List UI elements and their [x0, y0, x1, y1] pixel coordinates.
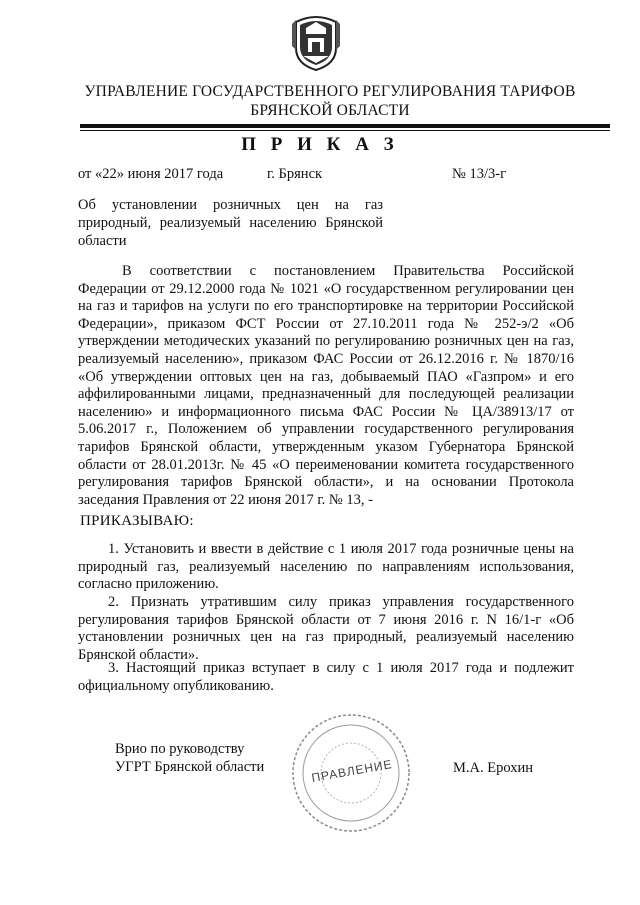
coat-of-arms-icon	[290, 10, 342, 72]
order-heading: ПРИКАЗЫВАЮ:	[80, 513, 194, 529]
order-item-3: 3. Настоящий приказ вступает в силу с 1 июля 2017 года и подлежит официальному опубликованию.	[78, 660, 574, 694]
document-number: № 13/3-г	[452, 166, 507, 182]
signatory-position	[115, 740, 264, 776]
stamp-label: ПРАВЛЕНИЕ	[310, 756, 394, 786]
org-name-line1: УПРАВЛЕНИЕ ГОСУДАРСТВЕННОГО РЕГУЛИРОВАНИЯ ТАРИФОВ	[84, 83, 576, 100]
preamble-paragraph: В соответствии с постановлением Правительства Российской Федерации от 29.12.2000 года № 1021 «О государственном регулировании цен на газ и тарифов на услуги по его транспортировке на территории Российской Федерации», приказом ФСТ России от 27.10.2011 года № 252-э/2 «Об утверждении методических указаний по регулированию розничных цен на газ, реализуемый населению», приказом ФАС России от 26.12.2016 г. № 1870/16 «Об утверждении оптовых цен на газ, добываемый ПАО «Газпром» и его аффилированными лицами, предназначенный для последующей реализации населению» и информационного письма ФАС России № ЦА/38913/17 от 5.06.2017 г., Положением об управлении государственного регулирования тарифов Брянской области, утвержденным указом Губернатора Брянской области от 28.01.2013г. № 45 «О переименовании комитета государственного регулирования тарифов Брянской области», и на основании Протокола заседания Правления от 22 июня 2017 г. № 13, -	[78, 263, 574, 508]
document-city: г. Брянск	[267, 166, 323, 182]
signatory-position-line1: Врио по руководству	[115, 741, 245, 757]
document-date: от «22» июня 2017 года	[78, 166, 224, 182]
header-rule-thick	[80, 124, 610, 128]
order-item-2: 2. Признать утратившим силу приказ управления государственного регулирования тарифов Брянской области от 7 июня 2016 г. N 16/1-г «Об установлении розничных цен на газ природный, реализуемый населению Брянской области».	[78, 594, 574, 663]
signatory-name: М.А. Ерохин	[453, 760, 534, 776]
order-item-1: 1. Установить и ввести в действие с 1 июля 2017 года розничные цены на природный газ, реализуемый населению по направлениям использования, согласно приложению.	[78, 541, 574, 593]
org-name-line2: БРЯНСКОЙ ОБЛАСТИ	[250, 102, 410, 119]
document-subject: Об установлении розничных цен на газ природный, реализуемый населению Брянской области	[78, 197, 383, 249]
header-rule-thin	[80, 130, 610, 131]
document-title: П Р И К А З	[241, 134, 399, 155]
signatory-position-line2: УГРТ Брянской области	[115, 759, 265, 775]
